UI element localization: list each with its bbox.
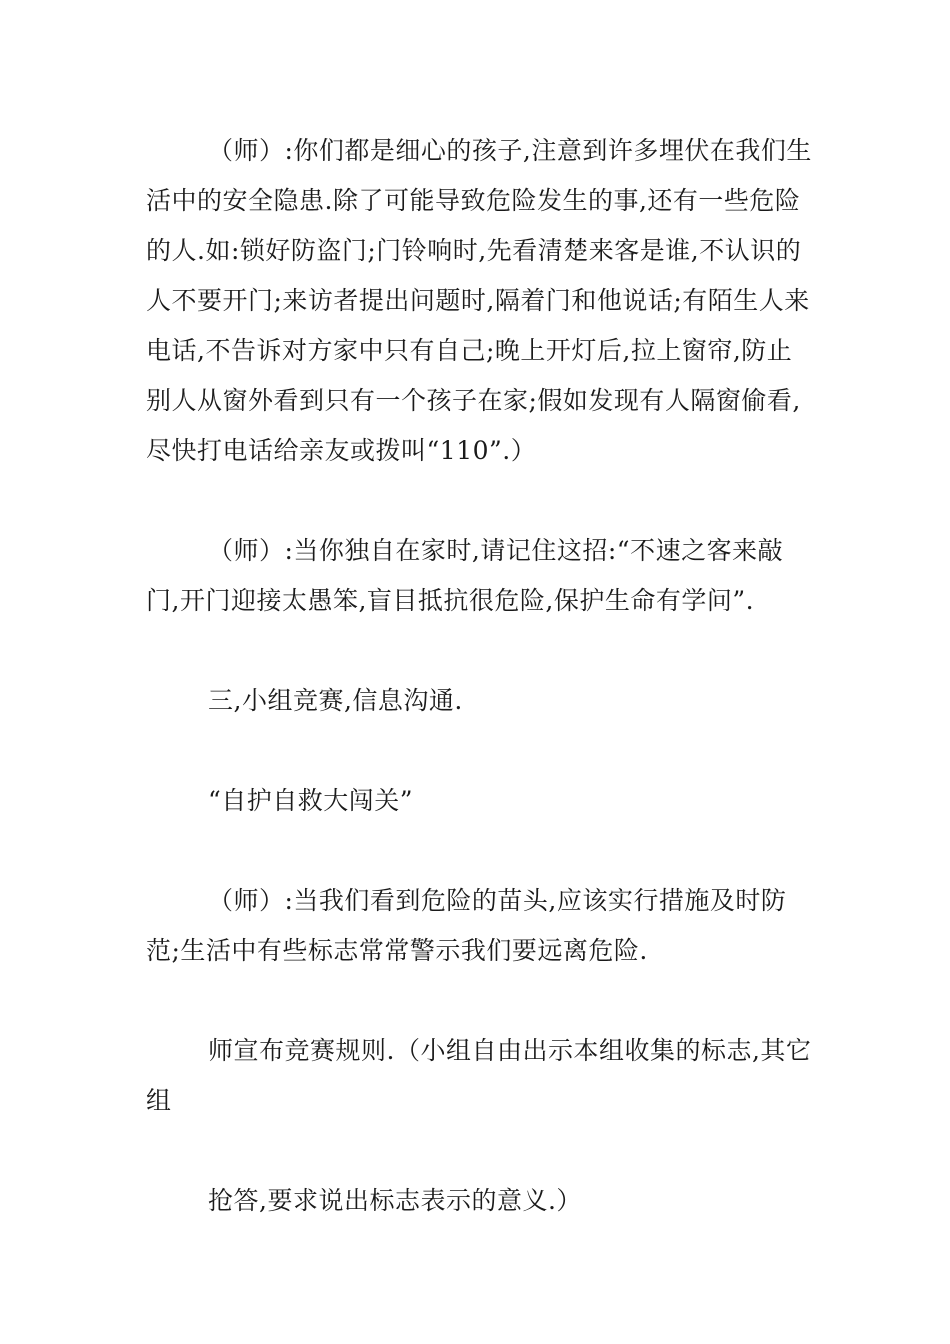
paragraph-contest-rules-continued: 抢答,要求说出标志表示的意义.） <box>208 1186 582 1215</box>
paragraph-teacher-warning-signs: （师）:当我们看到危险的苗头,应该实行措施及时防范;生活中有些标志常常警示我们要远离危险. <box>146 886 787 965</box>
paragraph-teacher-safety-hazards: （师）:你们都是细心的孩子,注意到许多埋伏在我们生活中的安全隐患.除了可能导致危险发生的事,还有一些危险的人.如:锁好防盗门;门铃响时,先看清楚来客是谁,不认识的人不要开门;来访者提出问题时,隔着门和他说话;有陌生人来电话,不告诉对方家中只有自己;晚上开灯后,拉上窗帘,防止别人从窗外看到只有一个孩子在家;假如发现有人隔窗偷看,尽快打电话给亲友或拨叫“110”.） <box>146 136 812 465</box>
section-heading-group-contest: 三,小组竞赛,信息沟通. <box>208 686 463 715</box>
activity-title: “自护自救大闯关” <box>208 786 414 815</box>
paragraph-contest-rules: 师宣布竞赛规则.（小组自由出示本组收集的标志,其它组 <box>146 1036 812 1115</box>
paragraph-teacher-home-alone: （师）:当你独自在家时,请记住这招:“不速之客来敲门,开门迎接太愚笨,盲目抵抗很危险,保护生命有学问”. <box>146 536 784 615</box>
